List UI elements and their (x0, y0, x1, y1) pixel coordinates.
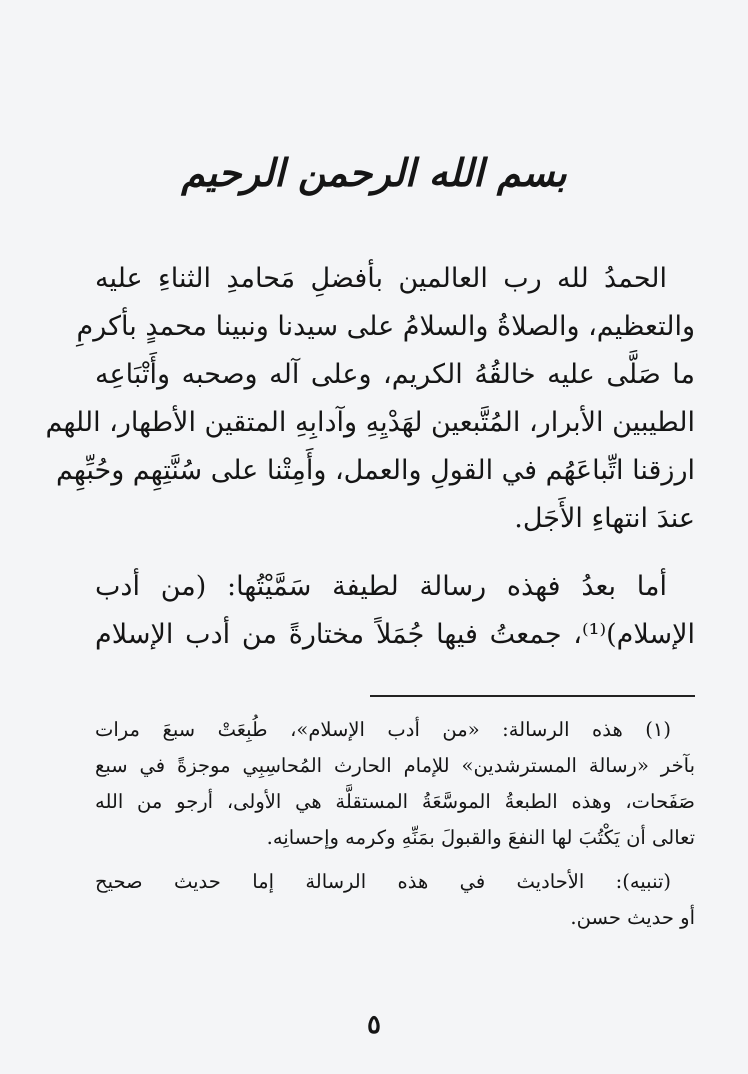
footnote-separator (370, 695, 695, 697)
text-line: عندَ انتهاءِ الأَجَل. (514, 503, 695, 534)
footnote-line: تعالى أن يَكْتُبَ لها النفعَ والقبولَ بمَنِّهِ وكرمه وإحسانِه. (266, 826, 695, 849)
text-line: الإسلام)⁽¹⁾، جمعتُ فيها جُمَلاً مختارةً من أدب الإسلام (95, 619, 695, 650)
basmala-heading: بسم الله الرحمن الرحيم (181, 150, 567, 195)
footnote-line: (تنبيه): الأحاديث في هذه الرسالة إما حديث صحيح (95, 870, 671, 893)
text-line: الحمدُ لله رب العالمين بأفضلِ مَحامدِ الثناءِ عليه (95, 263, 667, 294)
footnote-line: أو حديث حسن. (570, 906, 695, 929)
paragraph-gap (95, 543, 695, 563)
text-line: الطيبين الأبرار، المُتَّبعين لهَدْيِهِ وآدابِهِ المتقين الأطهار، اللهم (45, 407, 695, 438)
main-text (45, 255, 695, 659)
text-line: ارزقنا اتِّباعَهُم في القولِ والعمل، وأَمِتْنا على سُنَّتِهِم وحُبِّهِم (55, 455, 695, 486)
footnote-line: بآخر «رسالة المسترشدين» للإمام الحارث المُحاسِبِي موجزةً في سبع (95, 754, 695, 777)
text-line: ما صَلَّى عليه خالقُهُ الكريم، وعلى آله وصحبه وأَتْبَاعِه (95, 359, 695, 390)
footnote-line: (١) هذه الرسالة: «من أدب الإسلام»، طُبِعَتْ سبعَ مرات (95, 718, 671, 741)
footnote-gap (95, 856, 695, 864)
footnotes (95, 712, 695, 936)
text-line: أما بعدُ فهذه رسالة لطيفة سَمَّيْتُها: (من أدب (95, 571, 667, 602)
footnote-line: صَفَحات، وهذه الطبعةُ الموسَّعَةُ المستقلَّة هي الأولى، أرجو من الله (95, 790, 695, 813)
page-number: ٥ (367, 1010, 381, 1040)
text-line: والتعظيم، والصلاةُ والسلامُ على سيدنا ونبينا محمدٍ بأكرمِ (76, 311, 695, 342)
